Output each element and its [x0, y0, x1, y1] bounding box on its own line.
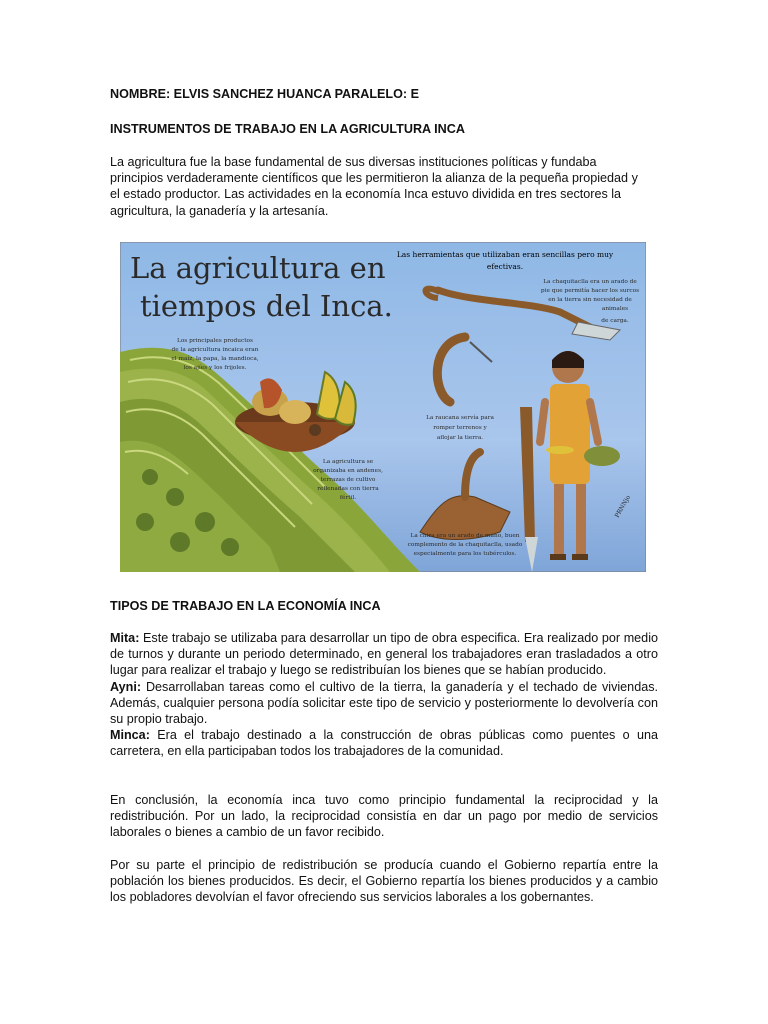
illustration-canvas: [120, 242, 646, 572]
caption-line: terrazas de cultivo: [320, 477, 376, 483]
caption-line: Los principales productos: [176, 338, 254, 344]
caption-tools-line-2: efectivas.: [486, 262, 524, 271]
caption-line: rellenadas con tierra: [317, 486, 379, 492]
work-type-label: Mita:: [110, 631, 140, 645]
caption-line: los ajíes y los frijoles.: [183, 365, 247, 371]
caption-line: La agricultura se: [322, 459, 374, 465]
caption-line: especialmente para los tubérculos.: [413, 551, 517, 557]
caption-line: de carga.: [601, 318, 629, 324]
caption-line: de la agricultura incaica eran: [171, 347, 259, 353]
work-type-label: Ayni:: [110, 679, 142, 694]
student-name-line: NOMBRE: ELVIS SANCHEZ HUANCA PARALELO: E: [110, 87, 420, 101]
work-type-ayni: [110, 679, 658, 728]
caption-line: pie que permitía hacer los surcos: [540, 288, 640, 294]
intro-line: La agricultura fue la base fundamental de sus diversas instituciones políticas y fundaba: [110, 155, 597, 169]
redistribution-paragraph: Por su parte el principio de redistribución se producía cuando el Gobierno repartía entre la población los bienes producidos. Es decir, el Gobierno repartía los bienes producidos y a cambio los pobladores devolvían el favor ofreciendo sus servicios laborales a los gobernantes.: [110, 858, 658, 905]
figure-title-line-2: tiempos del Inca.: [140, 289, 393, 323]
work-type-text: Este trabajo se utilizaba para desarrollar un tipo de obra especifica. Era realizado por medio de turnos y durante un periodo determinado, en general los trabajadores eran trasladados a otro lugar para realizar el trabajo y luego se redistribuían los bienes que se habían producido.: [110, 631, 658, 678]
figure-title-line-1: La agricultura en: [130, 251, 386, 285]
caption-chaki: [408, 533, 523, 557]
caption-line: La chaquitaclla era un arado de: [543, 279, 637, 285]
conclusion-paragraph: En conclusión, la economía inca tuvo como principio fundamental la reciprocidad y la redistribución. Por un lado, la reciprocidad consistía en dar un pago por medio de servicios laborales o bienes a cambio de un favor recibido.: [110, 793, 658, 840]
caption-line: aflojar la tierra.: [436, 435, 484, 441]
caption-line: organizaba en andenes,: [313, 468, 383, 474]
caption-line: complemento de la chaquitaclla, usado: [407, 542, 523, 548]
caption-line: romper terrenos y: [433, 425, 487, 431]
intro-line: agricultura, la ganadería y la artesanía.: [110, 203, 329, 218]
intro-line: principios verdaderamente científicos que les permitieron la alianza de la pequeña propiedad y: [110, 171, 638, 186]
inca-agriculture-illustration: [120, 242, 646, 572]
caption-line: animales: [601, 306, 629, 312]
document-title: INSTRUMENTOS DE TRABAJO EN LA AGRICULTURA INCA: [110, 122, 465, 136]
work-type-text: Desarrollaban tareas como el cultivo de la tierra, la ganadería y el techado de viviendas. Además, cualquier persona podía solicitar este tipo de servicio y posteriormente lo devolvería con su propio trabajo.: [110, 679, 658, 727]
intro-line: el estado productor. Las actividades en la economía Inca estuvo dividida en tres sectores la: [110, 187, 622, 202]
work-type-text: Era el trabajo destinado a la construcción de obras públicas como puentes o una carretera, en ella participaban todos los trabajadores de la comunidad.: [110, 728, 658, 759]
caption-line: en la tierra sin necesidad de: [548, 297, 632, 303]
caption-line: fértil.: [339, 495, 357, 501]
work-type-mita: [110, 630, 658, 679]
caption-line: La chira era un arado de mano, buen: [410, 533, 520, 539]
caption-tools-line-1: Las herramientas que utilizaban eran sencillas pero muy: [396, 250, 614, 259]
artist-signature: PRNNjo: [613, 494, 632, 519]
work-type-minca: [110, 727, 658, 759]
work-types-list: [110, 630, 658, 760]
work-type-label: Minca:: [110, 728, 150, 743]
caption-line: el maíz, la papa, la mandioca,: [171, 356, 259, 362]
section-title-work-types: TIPOS DE TRABAJO EN LA ECONOMÍA INCA: [110, 599, 381, 613]
caption-line: La raucana servía para: [426, 415, 494, 421]
intro-paragraph: [110, 154, 658, 219]
